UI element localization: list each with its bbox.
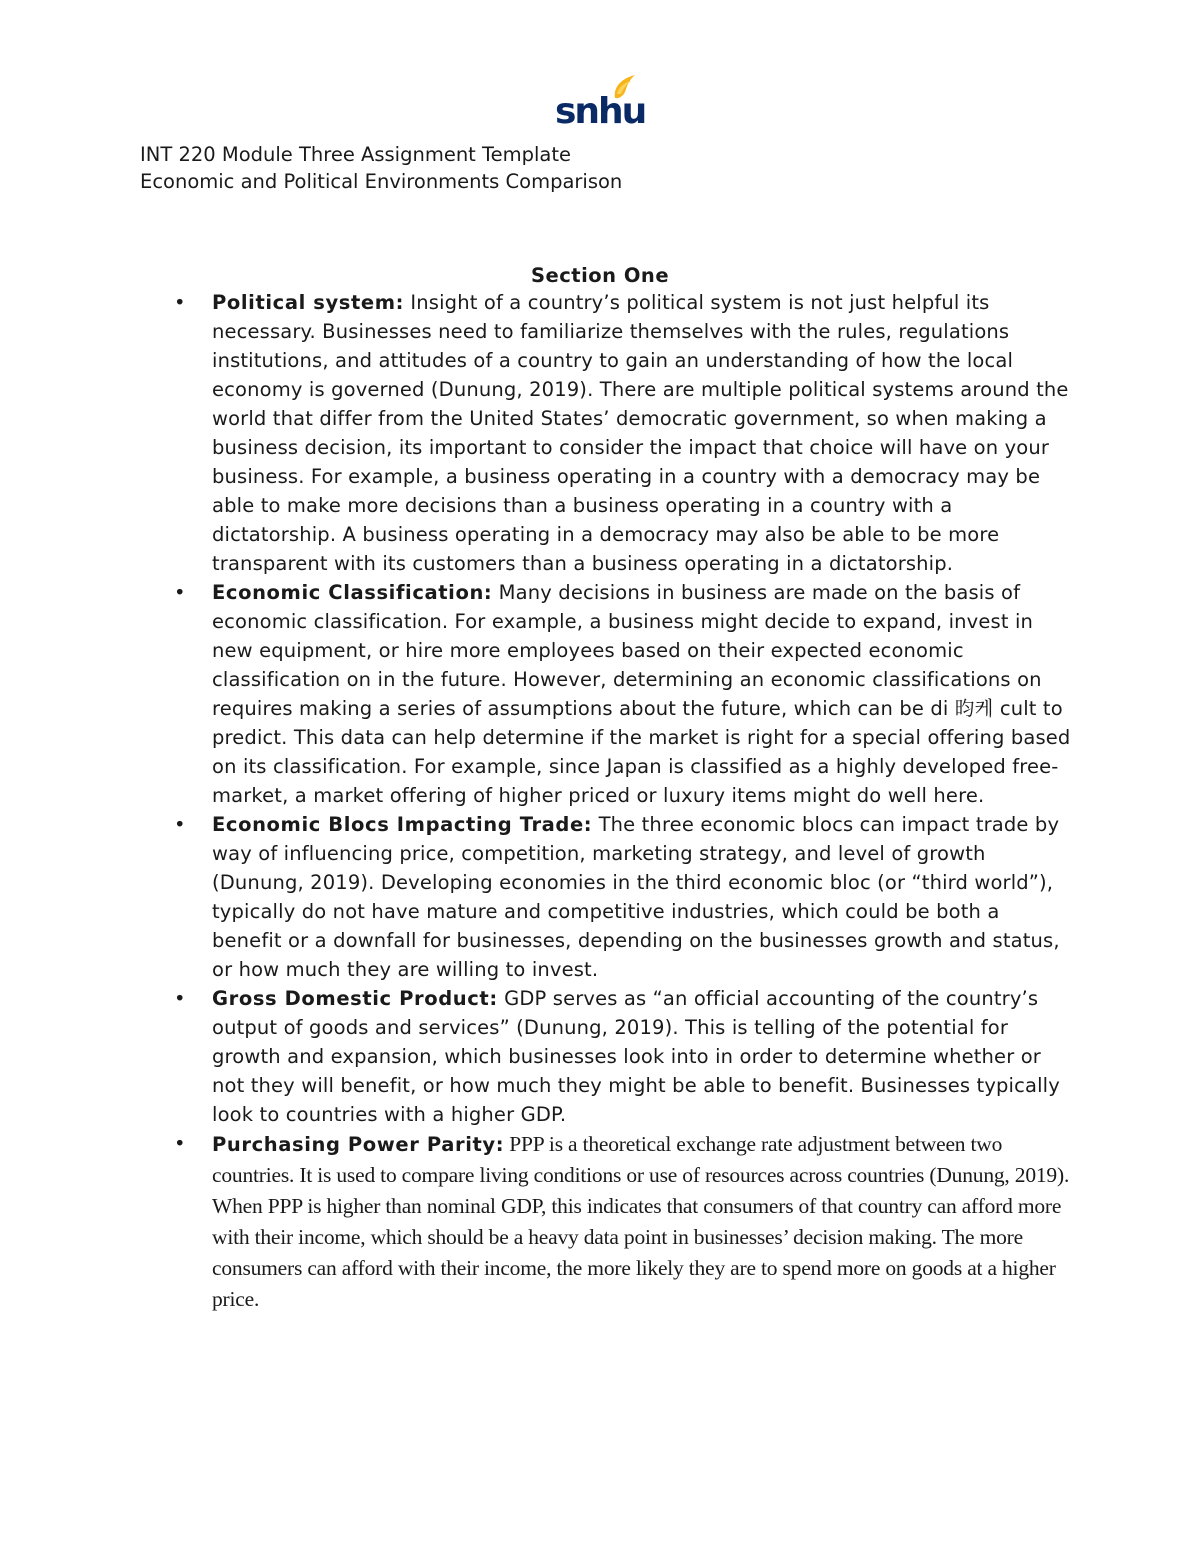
list-item <box>174 288 1072 578</box>
bullet-icon: • <box>174 813 186 836</box>
item-text: Many decisions in business are made on the basis of economic classification. For example, a business might decide to expand, invest in new equipment, or hire more employees based on their expected economic classification on in the future. However, determining an economic classifications on requires making a series of assumptions about the future, which can be di 昀케 cult to predict. This data can help determine if the market is right for a special offering based on its classification. For example, since Japan is classified as a highly developed free-market, a market offering of higher priced or luxury items might do well here. <box>212 581 1071 807</box>
list-item <box>174 578 1072 810</box>
course-title: INT 220 Module Three Assignment Template <box>140 143 572 166</box>
bullet-icon: • <box>174 1132 186 1155</box>
item-text: The three economic blocs can impact trade by way of influencing price, competition, marketing strategy, and level of growth (Dunung, 2019). Developing economies in the third economic bloc (or “third world”), typically do not have mature and competitive industries, which could be both a benefit or a downfall for businesses, depending on the businesses growth and status, or how much they are willing to invest. <box>212 813 1060 981</box>
logo-text: snhu <box>555 91 646 132</box>
item-label: Gross Domestic Product: <box>212 987 498 1010</box>
document-header <box>140 141 622 195</box>
bullet-icon: • <box>174 581 186 604</box>
item-text: GDP serves as “an official accounting of the country’s output of goods and services” (Dunung, 2019). This is telling of the potential for growth and expansion, which businesses look into in order to determine whether or not they will benefit, or how much they might be able to benefit. Businesses typically look to countries with a higher GDP. <box>212 987 1060 1126</box>
list-item <box>174 810 1072 984</box>
bullet-icon: • <box>174 987 186 1010</box>
bullet-list <box>174 288 1072 1315</box>
list-item <box>174 984 1072 1129</box>
assignment-subtitle: Economic and Political Environments Comparison <box>140 170 623 193</box>
item-label: Economic Blocs Impacting Trade: <box>212 813 593 836</box>
item-label: Economic Classification: <box>212 581 493 604</box>
item-label: Political system: <box>212 291 405 314</box>
bullet-icon: • <box>174 291 186 314</box>
item-text: PPP is a theoretical exchange rate adjustment between two countries. It is used to compare living conditions or use of resources across countries (Dunung, 2019). When PPP is higher than nominal GDP, this indicates that consumers of that country can afford more with their income, which should be a heavy data point in businesses’ decision making. The more consumers can afford with their income, the more likely they are to spend more on goods at a higher price. <box>212 1132 1070 1311</box>
item-label: Purchasing Power Parity: <box>212 1133 505 1156</box>
section-title: Section One <box>530 264 670 287</box>
list-item <box>174 1129 1072 1315</box>
item-text: Insight of a country’s political system is not just helpful its necessary. Businesses need to familiarize themselves with the rules, regulations institutions, and attitudes of a country to gain an understanding of how the local economy is governed (Dunung, 2019). There are multiple political systems around the world that differ from the United States’ democratic government, so when making a business decision, its important to consider the impact that choice will have on your business. For example, a business operating in a country with a democracy may be able to make more decisions than a business operating in a country with a dictatorship. A business operating in a democracy may also be able to be more transparent with its customers than a business operating in a dictatorship. <box>212 291 1069 575</box>
snhu-logo <box>555 72 646 134</box>
